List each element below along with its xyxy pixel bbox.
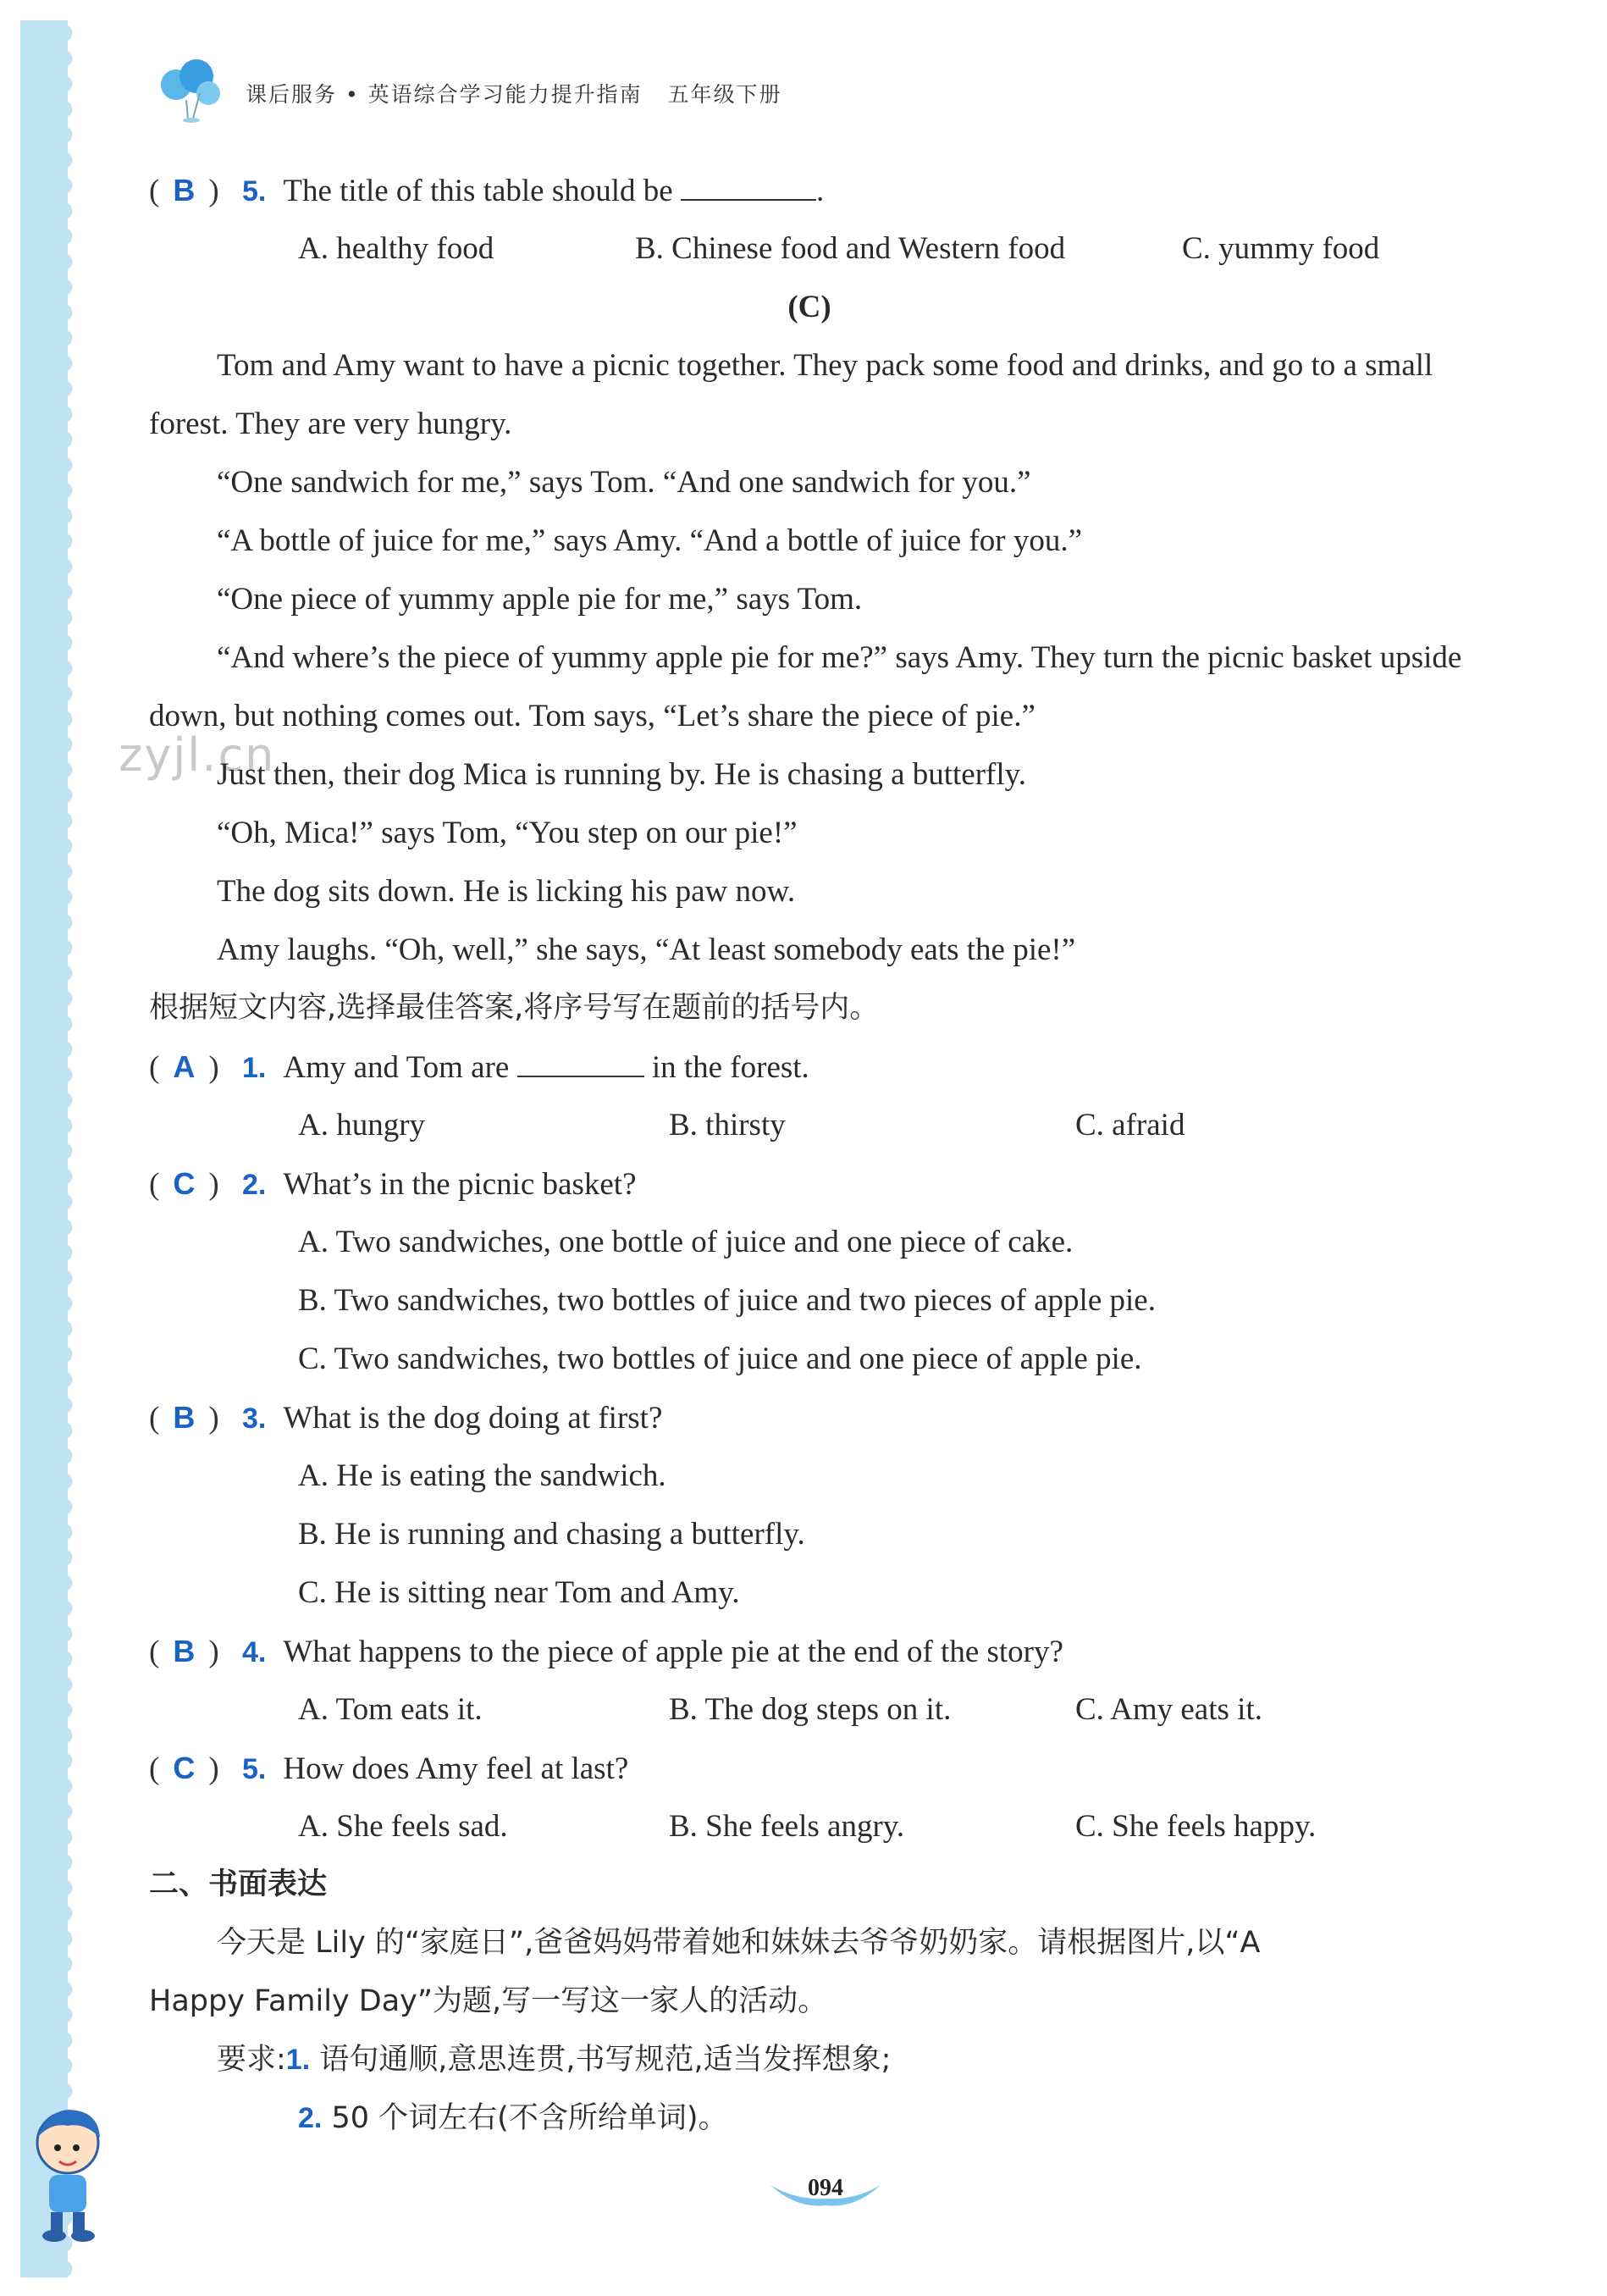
writing-heading: 二、书面表达 — [149, 1867, 328, 1901]
question-row: ( B ) 4. What happens to the piece of apple pie at the end of the story? — [149, 1622, 1504, 1680]
options-row: A. Tom eats it. B. The dog steps on it. C. Amy eats it. — [298, 1692, 1262, 1727]
option-line: A. He is eating the sandwich. — [298, 1458, 666, 1493]
story-paragraph: “A bottle of juice for me,” says Amy. “And a bottle of juice for you.” — [217, 523, 1082, 558]
writing-requirement: 2. 50 个词左右(不含所给单词)。 — [298, 2101, 728, 2135]
header-title: 课后服务 • 英语综合学习能力提升指南 五年级下册 — [246, 82, 782, 107]
main-content — [149, 161, 1504, 2148]
story-paragraph: “One piece of yummy apple pie for me,” says Tom. — [217, 582, 863, 617]
answer-bracket: ( A ) — [149, 1049, 219, 1085]
story-passage — [149, 336, 1504, 979]
story-paragraph: “One sandwich for me,” says Tom. “And one sandwich for you.” — [217, 465, 1031, 500]
cartoon-boy-icon — [17, 2100, 119, 2244]
answer-bracket: ( B ) — [149, 1400, 219, 1436]
answer-bracket: ( B ) — [149, 1634, 219, 1669]
story-paragraph: The dog sits down. He is licking his paw now. — [217, 874, 796, 909]
writing-prompt: Happy Family Day”为题,写一写这一家人的活动。 — [149, 1984, 828, 2018]
option-line: B. He is running and chasing a butterfly. — [298, 1517, 805, 1552]
writing-prompt: 今天是 Lily 的“家庭日”,爸爸妈妈带着她和妹妹去爷爷奶奶家。请根据图片,以“A — [217, 1926, 1261, 1960]
story-paragraph: “Oh, Mica!” says Tom, “You step on our pie!” — [217, 816, 798, 850]
section-c-label: (C) — [787, 290, 831, 324]
answer-bracket: ( C ) — [149, 1166, 219, 1202]
instruction: 根据短文内容,选择最佳答案,将序号写在题前的括号内。 — [149, 991, 880, 1025]
options-row: A. healthy food B. Chinese food and Western food C. yummy food — [298, 231, 1380, 266]
story-paragraph: Amy laughs. “Oh, well,” she says, “At least somebody eats the pie!” — [217, 932, 1076, 967]
question-row: ( A ) 1. Amy and Tom are in the forest. — [149, 1037, 1504, 1096]
question-row: ( C ) 5. How does Amy feel at last? — [149, 1739, 1504, 1797]
answer-bracket: ( B ) — [149, 173, 219, 208]
question-row: ( B ) 3. What is the dog doing at first? — [149, 1388, 1504, 1447]
answer-blank — [681, 165, 816, 201]
question-row: ( B ) 5. The title of this table should be . — [149, 161, 1504, 219]
option-line: C. He is sitting near Tom and Amy. — [298, 1575, 740, 1610]
options-row: A. She feels sad. B. She feels angry. C. She feels happy. — [298, 1809, 1317, 1844]
answer-bracket: ( C ) — [149, 1751, 219, 1786]
decorative-side-strip — [20, 20, 70, 2277]
story-paragraph: Tom and Amy want to have a picnic together. They pack some food and drinks, and go to a small forest. They are very hungry. — [149, 348, 1433, 441]
page-header — [152, 51, 1507, 127]
answer-blank — [517, 1042, 644, 1077]
option-line: B. Two sandwiches, two bottles of juice and two pieces of apple pie. — [298, 1283, 1156, 1318]
option-line: A. Two sandwiches, one bottle of juice and one piece of cake. — [298, 1225, 1074, 1259]
story-paragraph: “And where’s the piece of yummy apple pie for me?” says Amy. They turn the picnic basket upside down, but nothing comes out. Tom says, “Let’s share the piece of pie.” — [149, 640, 1462, 733]
page-number: 094 — [808, 2175, 843, 2201]
story-paragraph: Just then, their dog Mica is running by. He is chasing a butterfly. — [217, 757, 1027, 792]
balloons-logo-icon — [152, 51, 229, 127]
watermark: zyjl.cn — [119, 728, 276, 782]
writing-requirement: 要求:1. 语句通顺,意思连贯,书写规范,适当发挥想象; — [217, 2043, 892, 2077]
options-row: A. hungry B. thirsty C. afraid — [298, 1108, 1185, 1142]
question-row: ( C ) 2. What’s in the picnic basket? — [149, 1154, 1504, 1213]
option-line: C. Two sandwiches, two bottles of juice and one piece of apple pie. — [298, 1342, 1142, 1376]
